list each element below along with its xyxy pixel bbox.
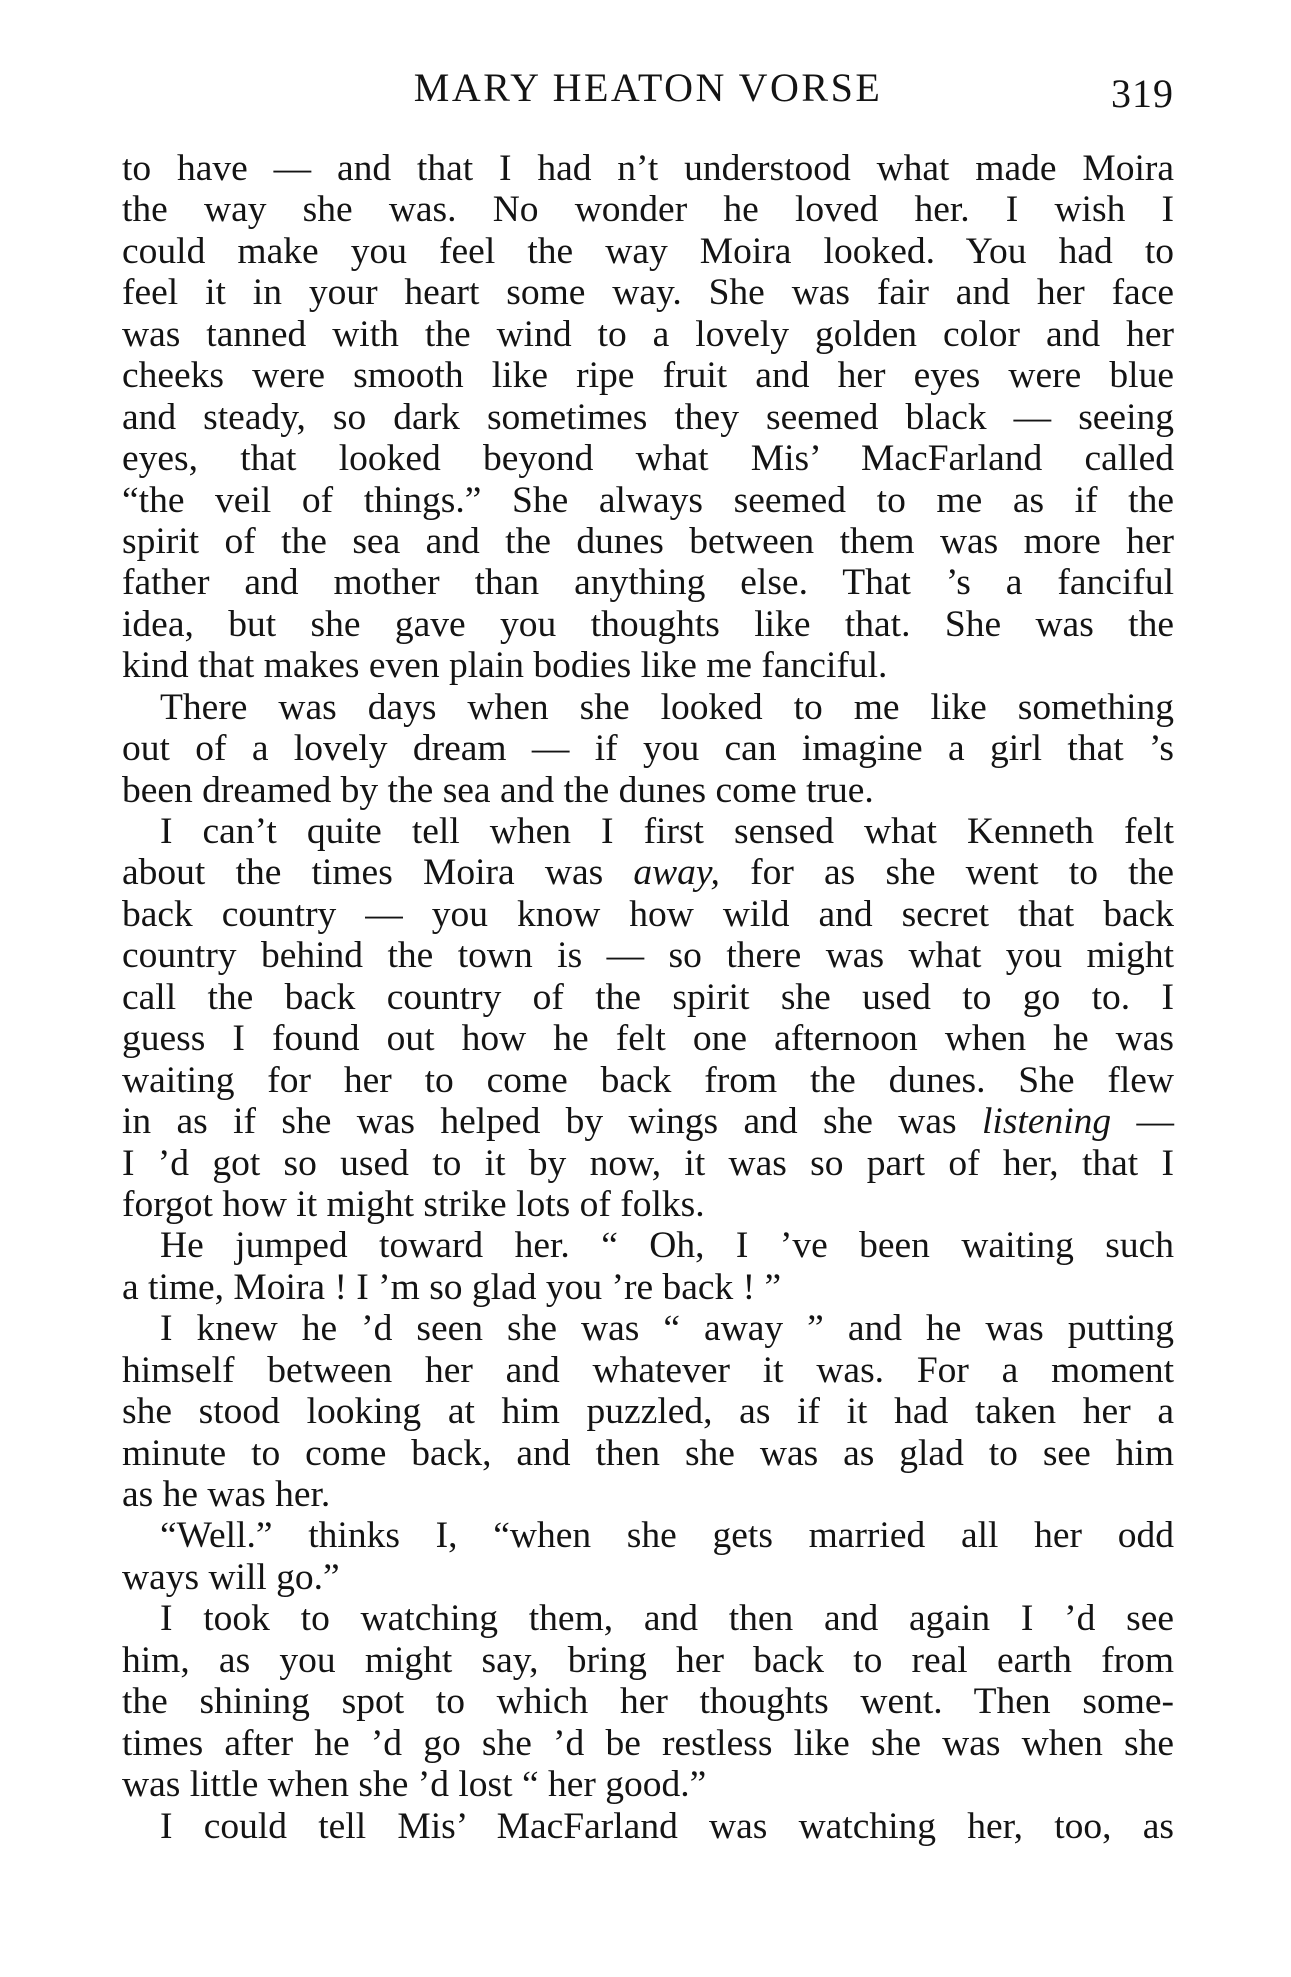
- text-line: spirit of the sea and the dunes between them was more her: [122, 520, 1174, 562]
- text-line: out of a lovely dream — if you can imagine a girl that ’s: [122, 728, 1174, 770]
- italic-text: away,: [633, 852, 720, 894]
- text-line: “Well.” thinks I, “when she gets married all her odd: [160, 1515, 1174, 1557]
- text-line: feel it in your heart some way. She was fair and her face: [122, 272, 1174, 314]
- text-line: [122, 852, 1174, 893]
- text-segment: call the back country of the spirit she used to go to. I: [122, 976, 1174, 1018]
- text-segment: waiting for her to come back from the dunes. She flew: [122, 1059, 1174, 1101]
- body-text: [122, 148, 1174, 1847]
- text-line: [122, 977, 1174, 1018]
- paragraph: [122, 148, 1174, 687]
- paragraph: [122, 1598, 1174, 1805]
- text-line: kind that makes even plain bodies like me fanciful.: [122, 645, 888, 687]
- text-line: been dreamed by the sea and the dunes come true.: [122, 769, 874, 811]
- paragraph: [122, 811, 1174, 1225]
- text-segment: guess I found out how he felt one afternoon when he was: [122, 1018, 1174, 1060]
- paragraph: [122, 1515, 1174, 1598]
- paragraph: [122, 1806, 1174, 1847]
- text-line: the way she was. No wonder he loved her. I wish I: [122, 189, 1174, 231]
- text-segment: I ’d got so used to it by now, it was so part of her, that I: [122, 1142, 1174, 1184]
- text-segment: I can’t quite tell when I first sensed what Kenneth felt: [160, 811, 1174, 852]
- text-line: I took to watching them, and then and again I ’d see: [160, 1598, 1174, 1640]
- text-segment: in as if she was helped by wings and she was: [122, 1101, 982, 1143]
- text-line: [122, 1101, 1174, 1142]
- paragraph: [122, 1225, 1174, 1308]
- text-line: as he was her.: [122, 1474, 331, 1515]
- text-line: cheeks were smooth like ripe fruit and her eyes were blue: [122, 355, 1174, 397]
- text-segment: country behind the town is — so there was what you might: [122, 935, 1174, 977]
- text-line: a time, Moira ! I ’m so glad you ’re back ! ”: [122, 1266, 782, 1308]
- text-segment: for as she went to the: [719, 852, 1174, 894]
- text-line: “the veil of things.” She always seemed to me as if the: [122, 479, 1174, 521]
- text-line: father and mother than anything else. That ’s a fanciful: [122, 562, 1174, 604]
- text-line: I could tell Mis’ MacFarland was watching her, too, as: [160, 1805, 1174, 1847]
- text-line: [122, 1060, 1174, 1101]
- text-segment: back country — you know how wild and secret that back: [122, 893, 1174, 935]
- text-segment: about the times Moira was: [122, 852, 634, 894]
- text-line: [122, 935, 1174, 976]
- text-line: himself between her and whatever it was. For a moment: [122, 1349, 1174, 1391]
- text-segment: forgot how it might strike lots of folks.: [122, 1183, 705, 1225]
- text-line: and steady, so dark sometimes they seemed black — seeing: [122, 396, 1174, 438]
- text-line: times after he ’d go she ’d be restless like she was when she: [122, 1722, 1174, 1764]
- text-line: [122, 1143, 1174, 1184]
- text-segment: —: [1111, 1101, 1175, 1143]
- text-line: idea, but she gave you thoughts like that. She was the: [122, 603, 1174, 645]
- text-line: I knew he ’d seen she was “ away ” and he was putting: [160, 1308, 1174, 1350]
- text-line: [122, 1184, 1174, 1225]
- text-line: [122, 1018, 1174, 1059]
- text-line: to have — and that I had n’t understood what made Moira: [122, 148, 1174, 189]
- text-line: [122, 811, 1174, 852]
- text-line: she stood looking at him puzzled, as if it had taken her a: [122, 1391, 1174, 1433]
- text-line: him, as you might say, bring her back to real earth from: [122, 1639, 1174, 1681]
- text-line: There was days when she looked to me like something: [160, 686, 1174, 728]
- page-number: 319: [1111, 71, 1174, 116]
- text-line: minute to come back, and then she was as glad to see him: [122, 1432, 1174, 1474]
- text-line: ways will go.”: [122, 1556, 340, 1598]
- text-line: He jumped toward her. “ Oh, I ’ve been waiting such: [160, 1225, 1174, 1267]
- italic-text: listening: [981, 1101, 1112, 1143]
- text-line: was little when she ’d lost “ her good.”: [122, 1764, 707, 1806]
- text-line: [122, 894, 1174, 935]
- text-line: was tanned with the wind to a lovely golden color and her: [122, 313, 1174, 355]
- paragraph: [122, 1308, 1174, 1515]
- running-head: [122, 58, 1174, 118]
- text-line: eyes, that looked beyond what Mis’ MacFarland called: [122, 438, 1174, 480]
- paragraph: [122, 687, 1174, 811]
- running-title: MARY HEATON VORSE: [413, 65, 883, 110]
- text-line: the shining spot to which her thoughts went. Then some-: [122, 1681, 1174, 1723]
- text-line: could make you feel the way Moira looked. You had to: [122, 230, 1174, 272]
